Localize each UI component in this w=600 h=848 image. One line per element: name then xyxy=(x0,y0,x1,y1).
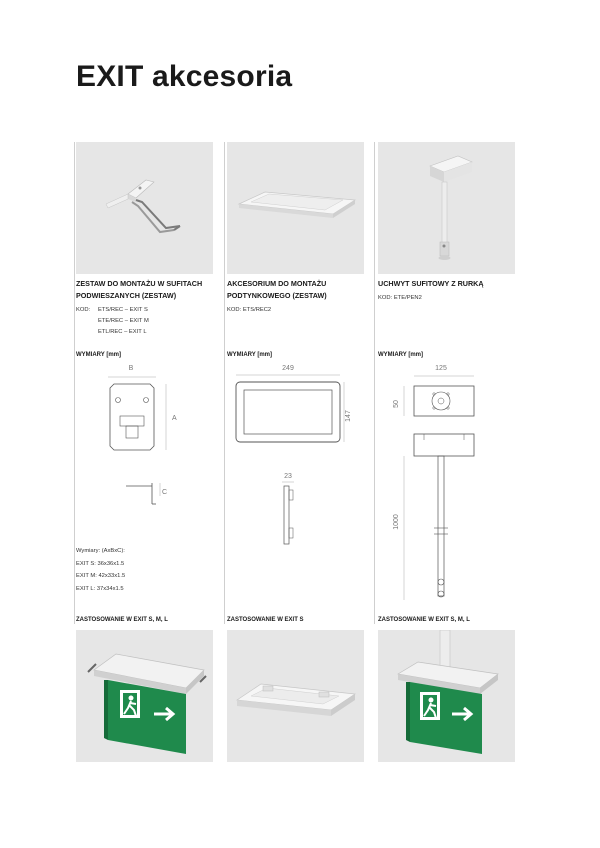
technical-drawing-kit xyxy=(98,362,198,512)
usage-label: ZASTOSOWANIE W EXIT S, M, L xyxy=(76,617,168,623)
product-code: ETS/REC – EXIT S xyxy=(98,307,148,313)
dim-label-length: 1000 xyxy=(393,514,400,530)
usage-photo-exit-sign-pipe xyxy=(378,630,515,762)
technical-drawing-ceiling-pipe xyxy=(384,362,494,607)
usage-photo-exit-sign-recessed xyxy=(76,630,213,762)
product-code: ETE/PEN2 xyxy=(393,295,422,301)
product-name: ZESTAW DO MONTAŻU W SUFITACH PODWIESZANYCH (ZESTAW) xyxy=(76,279,203,300)
product-column-2 xyxy=(227,142,364,316)
product-photo-flush-mount xyxy=(227,142,364,274)
product-code: ETS/REC2 xyxy=(242,307,272,313)
product-code: ETL/REC – EXIT L xyxy=(98,329,147,335)
dim-label-width: 249 xyxy=(282,365,294,372)
dim-label-c: C xyxy=(162,489,168,496)
code-label: KOD: xyxy=(227,307,242,313)
technical-drawing-flush-mount xyxy=(232,362,362,552)
product-name: UCHWYT SUFITOWY Z RURKĄ xyxy=(378,279,484,288)
product-photo-ceiling-pipe xyxy=(378,142,515,274)
dim-label-b: B xyxy=(128,365,134,372)
product-column-1 xyxy=(76,142,213,338)
column-divider xyxy=(374,142,375,624)
column-divider xyxy=(224,142,225,624)
sizes-list xyxy=(76,545,125,595)
code-label: KOD: xyxy=(76,307,91,313)
dimensions-title: WYMIARY [mm] xyxy=(227,352,272,358)
product-photo-recessed-kit xyxy=(76,142,213,274)
dimensions-title: WYMIARY [mm] xyxy=(76,352,121,358)
code-label: KOD: xyxy=(378,295,393,301)
dim-label-height: 147 xyxy=(345,410,352,422)
usage-photo-flush-mount xyxy=(227,630,364,762)
dim-label-a: A xyxy=(172,415,177,422)
page-title: EXIT akcesoria xyxy=(76,60,293,93)
sizes-line: EXIT M: 42x33x1.5 xyxy=(76,573,126,579)
dim-label-width: 125 xyxy=(435,365,447,372)
product-name: AKCESORIUM DO MONTAŻU PODTYNKOWEGO (ZESTAW) xyxy=(227,279,327,300)
product-codes xyxy=(227,305,364,316)
product-codes xyxy=(76,305,213,338)
dimensions-title: WYMIARY [mm] xyxy=(378,352,423,358)
product-codes xyxy=(378,293,515,304)
sizes-line: Wymiary: (AxBxC): xyxy=(76,548,125,554)
sizes-line: EXIT S: 36x36x1.5 xyxy=(76,560,125,567)
column-divider xyxy=(74,142,75,624)
dim-label-box: 50 xyxy=(393,400,400,408)
usage-label: ZASTOSOWANIE W EXIT S, M, L xyxy=(378,617,470,623)
product-code: ETE/REC – EXIT M xyxy=(98,318,149,324)
product-column-3 xyxy=(378,142,515,304)
usage-label: ZASTOSOWANIE W EXIT S xyxy=(227,617,304,623)
dim-label-depth: 23 xyxy=(284,473,292,480)
sizes-line: EXIT L: 37x34x1.5 xyxy=(76,585,124,592)
